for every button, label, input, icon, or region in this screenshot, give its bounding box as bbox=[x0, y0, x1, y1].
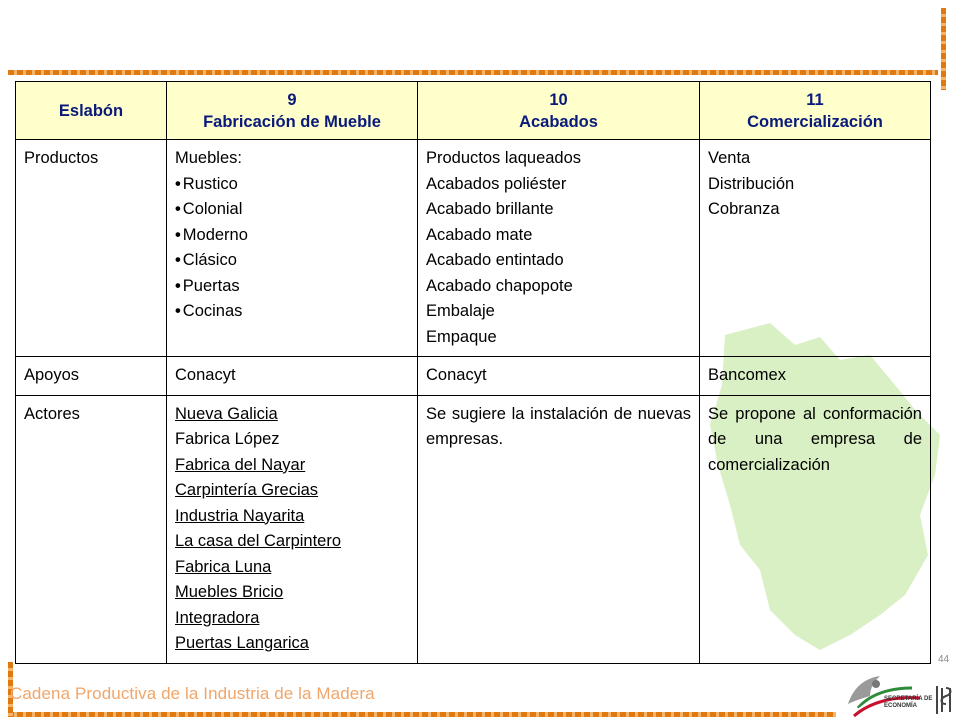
header-line: 10 bbox=[549, 90, 568, 109]
logo-caption-line: ECONOMÍA bbox=[884, 703, 917, 709]
secretaria-economia-logo-icon bbox=[840, 664, 955, 719]
list-item: • Puertas bbox=[175, 274, 409, 300]
actor-link[interactable]: Carpintería Grecias bbox=[175, 481, 319, 499]
bottom-border-bar bbox=[8, 712, 836, 717]
header-comercializacion bbox=[700, 82, 931, 140]
page-number: 44 bbox=[938, 654, 950, 665]
cell-actores-comercializacion: Se propone al conformación de una empresa de comercialización bbox=[700, 395, 931, 663]
cell-productos-acabados bbox=[418, 140, 700, 357]
muebles-intro: Muebles: bbox=[175, 149, 242, 167]
header-line: 9 bbox=[287, 90, 297, 109]
actor-link[interactable]: Fabrica del Nayar bbox=[175, 455, 306, 474]
table-row-productos bbox=[16, 140, 931, 357]
header-line: Acabados bbox=[519, 112, 598, 131]
row-label-actores: Actores bbox=[16, 395, 167, 663]
list-item: Acabado chapopote bbox=[426, 276, 573, 295]
header-acabados bbox=[418, 82, 700, 140]
actor-link[interactable]: Integradora bbox=[175, 608, 260, 627]
list-item: Productos laqueados bbox=[426, 149, 582, 167]
cell-actores-fabricacion bbox=[167, 395, 418, 663]
list-item: Acabado mate bbox=[426, 225, 533, 244]
list-item: Acabado entintado bbox=[426, 251, 564, 269]
top-right-vertical-bar bbox=[941, 8, 946, 90]
actor-link[interactable]: Muebles Bricio bbox=[175, 583, 284, 601]
actor-link[interactable]: Puertas Langarica bbox=[175, 634, 309, 652]
cell-productos-fabricacion bbox=[167, 140, 418, 357]
header-line: Fabricación de Mueble bbox=[203, 112, 381, 131]
top-border-bar bbox=[8, 70, 938, 75]
row-label-apoyos: Apoyos bbox=[16, 357, 167, 396]
table-header-row bbox=[16, 82, 931, 140]
cell-apoyos-comercializacion: Bancomex bbox=[700, 357, 931, 396]
actor-link[interactable]: Industria Nayarita bbox=[175, 506, 305, 525]
list-item: • Clásico bbox=[175, 248, 409, 274]
actor-name: Fabrica López bbox=[175, 430, 280, 448]
footer-title: Cadena Productiva de la Industria de la Madera bbox=[10, 684, 375, 703]
list-item: • Colonial bbox=[175, 197, 409, 223]
logo-caption bbox=[884, 696, 932, 710]
list-item: Acabados poliéster bbox=[426, 174, 567, 193]
list-item: Embalaje bbox=[426, 302, 495, 320]
list-item: • Rustico bbox=[175, 172, 409, 198]
row-label-productos: Productos bbox=[16, 140, 167, 357]
actor-link[interactable]: La casa del Carpintero bbox=[175, 532, 342, 550]
list-item: • Moderno bbox=[175, 223, 409, 249]
header-line: Eslabón bbox=[58, 101, 124, 120]
table-row-apoyos bbox=[16, 357, 931, 396]
list-item: Empaque bbox=[426, 327, 497, 346]
header-eslabon bbox=[16, 82, 167, 140]
list-item: • Cocinas bbox=[175, 299, 409, 325]
logo-caption-line: SECRETARÍA DE bbox=[884, 696, 933, 702]
cell-apoyos-fabricacion: Conacyt bbox=[167, 357, 418, 396]
list-item: Cobranza bbox=[708, 200, 780, 218]
actor-link[interactable]: Fabrica Luna bbox=[175, 557, 272, 576]
header-line: 11 bbox=[806, 90, 824, 109]
list-item: Acabado brillante bbox=[426, 200, 554, 218]
cell-apoyos-acabados: Conacyt bbox=[418, 357, 700, 396]
header-fabricacion bbox=[167, 82, 418, 140]
value-chain-table bbox=[15, 81, 931, 664]
list-item: Venta bbox=[708, 149, 751, 167]
header-line: Comercialización bbox=[747, 112, 883, 131]
table-row-actores bbox=[16, 395, 931, 663]
list-item: Distribución bbox=[708, 174, 795, 193]
actor-link[interactable]: Nueva Galicia bbox=[175, 404, 278, 423]
cell-actores-acabados: Se sugiere la instalación de nuevas empresas. bbox=[418, 395, 700, 663]
cell-productos-comercializacion bbox=[700, 140, 931, 357]
